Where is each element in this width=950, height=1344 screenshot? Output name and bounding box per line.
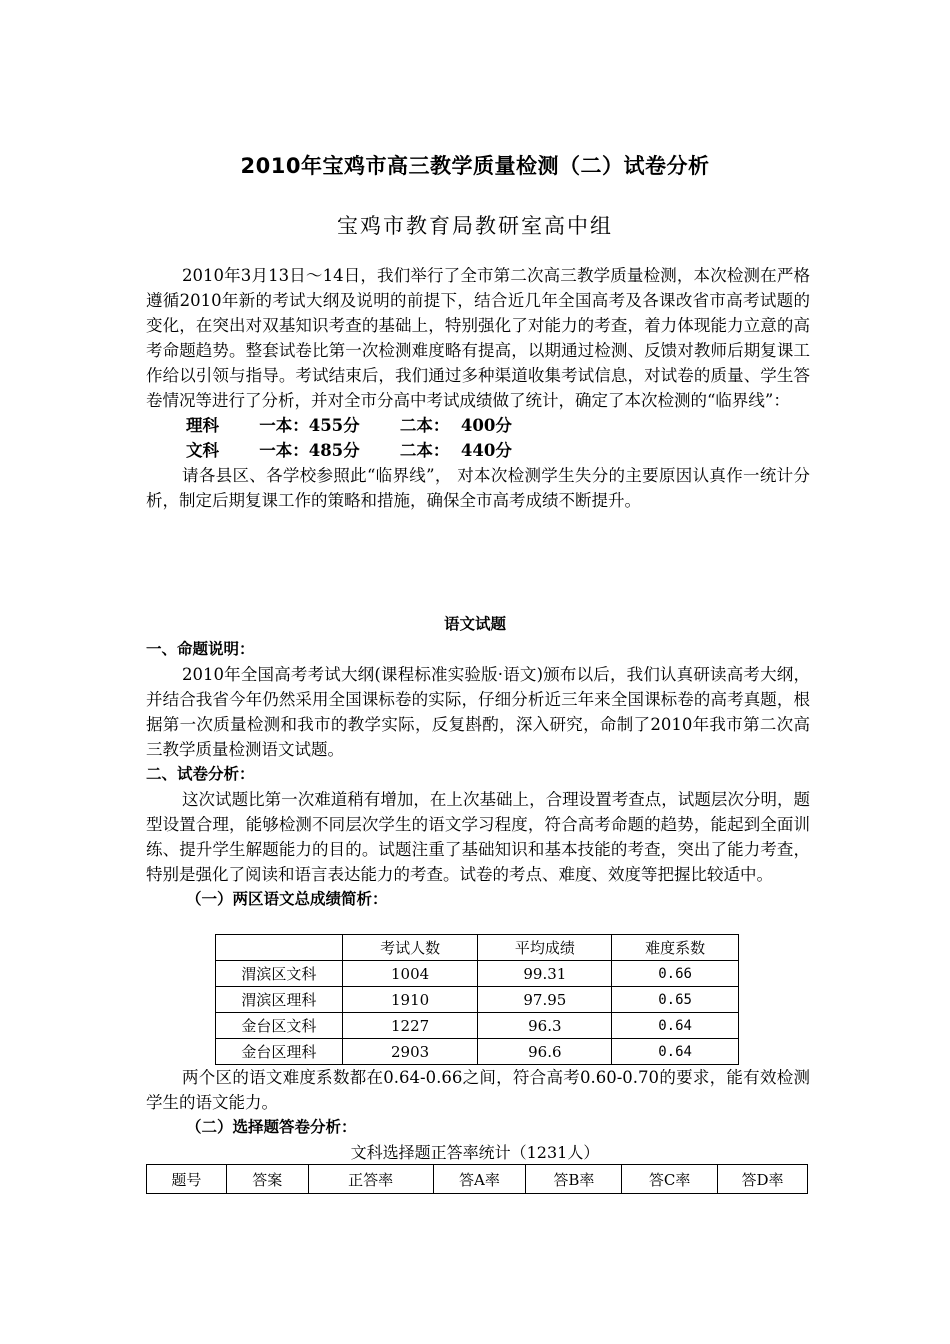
chinese-section-body [146, 637, 810, 912]
table-header-cell: 难度系数 [612, 935, 739, 961]
cutoff-label: 二本： [399, 441, 450, 460]
cutoff-label: 一本： [259, 416, 309, 435]
document-subtitle: 宝鸡市教育局教研室高中组 [337, 214, 613, 238]
score-summary-table [215, 934, 739, 1065]
table-cell: 1227 [342, 1013, 478, 1039]
table-header-cell: 答C率 [622, 1165, 718, 1194]
part2-paragraph: 这次试题比第一次难道稍有增加，在上次基础上，合理设置考查点，试题层次分明，题型设置合理，能够检测不同层次学生的语文学习程度，符合高考命题的趋势，能起到全面训练、提升学生解题能力的目的。试题注重了基础知识和基本技能的考查，突出了能力考查，特别是强化了阅读和语言表达能力的考查。试卷的考点、难度、效度等把握比较适中。 [146, 790, 810, 884]
table-cell: 渭滨区文科 [216, 961, 343, 987]
cutoff-subject: 理科 [186, 416, 219, 435]
table-header-cell: 答B率 [526, 1165, 622, 1194]
chinese-section-heading: 语文试题 [443, 615, 506, 633]
intro-paragraph: 2010年3月13日～14日，我们举行了全市第二次高三教学质量检测，本次检测在严格遵循2010年新的考试大纲及说明的前提下，结合近几年全国高考及各课改省市高考试题的变化，在突出对双基知识考查的基础上，特别强化了对能力的考查，着力体现能力立意的高考命题趋势。整套试卷比第一次检测难度略有提高，以期通过检测、反馈对教师后期复课工作给以引领与指导。考试结束后，我们通过多种渠道收集考试信息，对试卷的质量、学生答卷情况等进行了分析，并对全市分高中考试成绩做了统计，确定了本次检测的“临界线”： [146, 266, 810, 410]
request-paragraph: 请各县区、各学校参照此“临界线”， 对本次检测学生失分的主要原因认真作一统计分析，制定后期复课工作的策略和措施，确保全市高考成绩不断提升。 [146, 466, 810, 510]
table-row [216, 1013, 739, 1039]
table-cell: 2903 [342, 1039, 478, 1065]
table-header-row [216, 935, 739, 961]
cutoff-label: 二本： [399, 416, 450, 435]
table-row [216, 961, 739, 987]
table-cell: 1004 [342, 961, 478, 987]
table-cell: 0.65 [612, 987, 739, 1013]
cutoff-line-arts [146, 438, 810, 463]
part1-title: 一、命题说明： [146, 640, 255, 658]
table-header-cell: 答A率 [433, 1165, 526, 1194]
table-header-cell: 题号 [147, 1165, 227, 1194]
cutoff-score: 455分 [308, 416, 360, 435]
table-cell: 0.66 [612, 961, 739, 987]
table-header-cell: 平均成绩 [478, 935, 612, 961]
cutoff-subject: 文科 [186, 441, 219, 460]
part1-paragraph: 2010年全国高考考试大纲(课程标准实验版·语文)颁布以后，我们认真研读高考大纲，并结合我省今年仍然采用全国课标卷的实际，仔细分析近三年来全国课标卷的高考真题，根据第一次质量检测和我市的教学实际，反复斟酌，深入研究，命制了2010年我市第二次高三教学质量检测语文试题。 [146, 665, 810, 759]
table-cell: 1910 [342, 987, 478, 1013]
table-cell: 96.6 [478, 1039, 612, 1065]
after-table-block [146, 1065, 810, 1140]
table-header-cell: 答案 [226, 1165, 308, 1194]
table-header-row [147, 1165, 808, 1194]
cutoff-line-science [146, 413, 810, 438]
cutoff-score: 400分 [460, 416, 512, 435]
table-row [216, 1039, 739, 1065]
cutoff-score: 440分 [460, 441, 512, 460]
table-cell: 渭滨区理科 [216, 987, 343, 1013]
choice-answer-table [146, 1164, 808, 1194]
document-title: 2010年宝鸡市高三教学质量检测（二）试卷分析 [240, 154, 710, 178]
table-header-cell [216, 935, 343, 961]
table-cell: 0.64 [612, 1039, 739, 1065]
cutoff-score: 485分 [308, 441, 360, 460]
table-cell: 97.95 [478, 987, 612, 1013]
sub2-title: （二）选择题答卷分析： [186, 1118, 357, 1136]
table-cell: 0.64 [612, 1013, 739, 1039]
table-cell: 99.31 [478, 961, 612, 987]
table-cell: 金台区文科 [216, 1013, 343, 1039]
table1-note: 两个区的语文难度系数都在0.64-0.66之间，符合高考0.60-0.70的要求，能有效检测学生的语文能力。 [146, 1068, 810, 1112]
table-header-cell: 答D率 [718, 1165, 808, 1194]
table-header-cell: 考试人数 [342, 935, 478, 961]
table2-caption: 文科选择题正答率统计（1231人） [350, 1143, 600, 1162]
table-cell: 金台区理科 [216, 1039, 343, 1065]
sub1-title: （一）两区语文总成绩简析： [186, 890, 388, 908]
intro-block [146, 263, 810, 513]
cutoff-label: 一本： [259, 441, 309, 460]
part2-title: 二、试卷分析： [146, 765, 255, 783]
table-header-cell: 正答率 [308, 1165, 433, 1194]
table-row [216, 987, 739, 1013]
table-cell: 96.3 [478, 1013, 612, 1039]
